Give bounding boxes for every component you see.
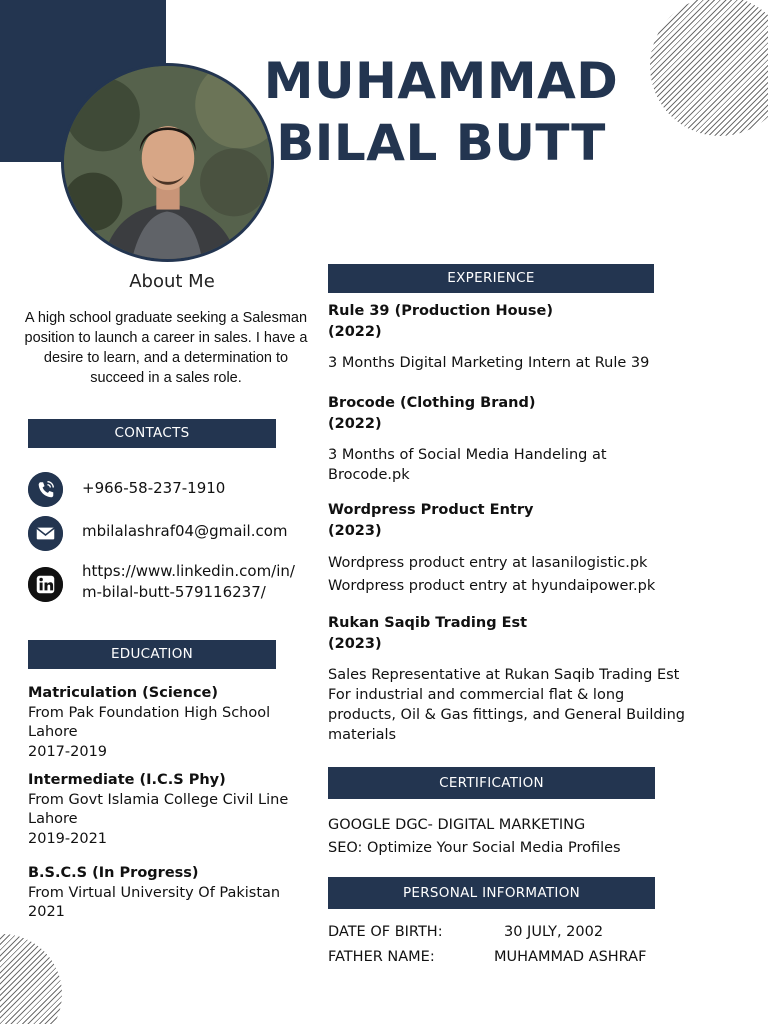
experience-company: Brocode (Clothing Brand): [328, 395, 536, 411]
education-heading: EDUCATION: [28, 640, 276, 669]
profile-photo: [61, 63, 274, 262]
experience-company: Rule 39 (Production House): [328, 303, 553, 319]
father-name-value: MUHAMMAD ASHRAF: [494, 949, 647, 965]
experience-year: (2023): [328, 523, 382, 539]
experience-desc: [328, 353, 708, 373]
education-line: From Virtual University Of Pakistan: [28, 884, 281, 901]
education-line: Lahore: [28, 724, 78, 740]
education-line: 2021: [28, 904, 65, 920]
about-title: About Me: [129, 271, 215, 292]
contacts-heading: CONTACTS: [28, 419, 276, 448]
experience-item: [328, 393, 708, 485]
experience-year: (2022): [328, 416, 382, 432]
education-line: 2019-2021: [28, 830, 108, 847]
experience-company: Rukan Saqib Trading Est: [328, 615, 528, 631]
experience-desc-line: Sales Representative at Rukan Saqib Trading Est: [328, 667, 680, 683]
hatched-circle-decoration: [650, 0, 768, 136]
education-item: [28, 771, 308, 849]
phone-number[interactable]: +966-58-237-1910: [82, 479, 226, 497]
email-address[interactable]: mbilalashraf04@gmail.com: [82, 522, 288, 540]
education-line: Lahore: [28, 811, 78, 827]
experience-desc: [328, 665, 708, 745]
experience-company: Wordpress Product Entry: [328, 502, 534, 518]
certification-item: GOOGLE DGC- DIGITAL MARKETING: [328, 817, 586, 833]
experience-year: (2023): [328, 636, 382, 652]
father-name-label: FATHER NAME:: [328, 949, 435, 965]
dob-label: DATE OF BIRTH:: [328, 924, 443, 940]
experience-desc-line: materials: [328, 727, 397, 743]
education-title: B.S.C.S (In Progress): [28, 865, 199, 881]
education-line: From Pak Foundation High School: [28, 704, 271, 721]
certification-heading: CERTIFICATION: [328, 767, 655, 799]
personal-info-heading: PERSONAL INFORMATION: [328, 877, 655, 909]
experience-desc-line: Brocode.pk: [328, 467, 410, 483]
experience-desc-line: 3 Months of Social Media Handeling at: [328, 447, 607, 463]
experience-desc: [328, 552, 708, 598]
about-text: A high school graduate seeking a Salesman position to launch a career in sales. I have a desire to learn, and a determination to succeed in a sales role.: [24, 310, 308, 386]
experience-desc-line: Wordpress product entry at hyundaipower.pk: [328, 578, 656, 594]
experience-item: [328, 301, 708, 373]
dob-value: 30 JULY, 2002: [504, 924, 604, 940]
linkedin-icon: [28, 567, 63, 602]
education-line: From Govt Islamia College Civil Line: [28, 791, 289, 808]
experience-desc-line: products, Oil & Gas fittings, and General Building: [328, 707, 685, 723]
education-title: Intermediate (I.C.S Phy): [28, 772, 226, 788]
experience-desc: [328, 445, 708, 485]
email-icon: [28, 516, 63, 551]
candidate-name: [256, 50, 626, 174]
experience-desc-line: Wordpress product entry at lasanilogistic.pk: [328, 555, 648, 571]
experience-item: [328, 500, 708, 598]
name-line-2: BILAL BUTT: [276, 114, 606, 172]
name-line-1: MUHAMMAD: [263, 52, 619, 110]
experience-item: [328, 613, 708, 745]
experience-desc-line: 3 Months Digital Marketing Intern at Rule 39: [328, 355, 650, 371]
education-item: [28, 864, 308, 923]
education-item: [28, 684, 308, 762]
experience-heading: EXPERIENCE: [328, 264, 654, 293]
education-title: Matriculation (Science): [28, 685, 219, 701]
certification-item: SEO: Optimize Your Social Media Profiles: [328, 840, 621, 856]
experience-year: (2022): [328, 324, 382, 340]
hatched-circle-decoration: [0, 934, 62, 1024]
phone-icon: [28, 472, 63, 507]
education-line: 2017-2019: [28, 743, 108, 760]
experience-desc-line: For industrial and commercial flat & long: [328, 687, 625, 703]
certification-list: [328, 814, 621, 860]
linkedin-url[interactable]: https://www.linkedin.com/in/m-bilal-butt-579116237/: [82, 562, 295, 601]
